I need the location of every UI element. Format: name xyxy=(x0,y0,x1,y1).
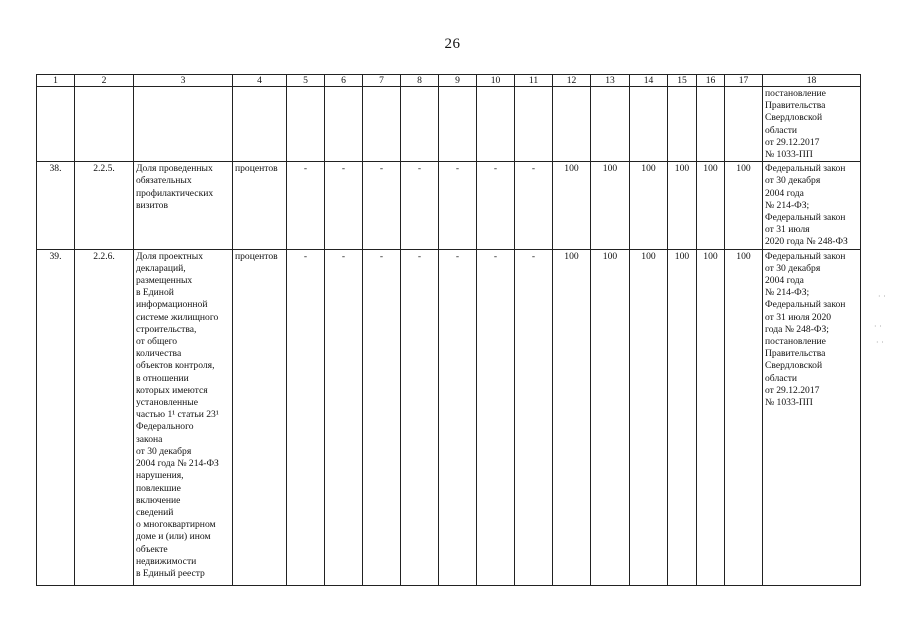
header-cell: 17 xyxy=(725,75,763,87)
header-cell: 7 xyxy=(363,75,401,87)
value-cell: - xyxy=(363,249,401,585)
value-cell: 100 xyxy=(591,162,630,249)
table-cell xyxy=(37,87,75,162)
value-cell: 100 xyxy=(668,162,697,249)
unit-cell: процентов xyxy=(233,249,287,585)
value-cell: 100 xyxy=(553,162,591,249)
table-cell xyxy=(630,87,668,162)
value-cell: - xyxy=(515,162,553,249)
table-cell xyxy=(325,87,363,162)
table-cell xyxy=(591,87,630,162)
value-cell: - xyxy=(325,249,363,585)
value-cell: 100 xyxy=(697,162,725,249)
header-cell: 3 xyxy=(134,75,233,87)
table-row xyxy=(37,249,861,585)
header-cell: 18 xyxy=(763,75,861,87)
header-cell: 5 xyxy=(287,75,325,87)
table-row xyxy=(37,162,861,249)
header-cell: 4 xyxy=(233,75,287,87)
table-cell xyxy=(553,87,591,162)
value-cell: - xyxy=(325,162,363,249)
page-number: 26 xyxy=(444,36,461,52)
value-cell: 100 xyxy=(697,249,725,585)
table-cell xyxy=(401,87,439,162)
indicator-name: Доля проектных деклараций, размещенных в Единой информационной системе жилищного строительства, от общего количества объектов контроля, в отношении которых имеются установленные частью 1¹ статьи 23¹ Федерального закона от 30 декабря 2004 года № 214-ФЗ нарушения, повлекшие включение сведений о многоквартирном доме и (или) ином объекте недвижимости в Единый реестр xyxy=(134,249,233,585)
header-cell: 9 xyxy=(439,75,477,87)
header-cell: 11 xyxy=(515,75,553,87)
indicator-name: Доля проведенных обязательных профилактических визитов xyxy=(134,162,233,249)
legal-basis-cell: Федеральный закон от 30 декабря 2004 года № 214-ФЗ; Федеральный закон от 31 июля 2020 года № 248-ФЗ xyxy=(763,162,861,249)
legal-basis-cell: постановление Правительства Свердловской области от 29.12.2017 № 1033-ПП xyxy=(763,87,861,162)
value-cell: 100 xyxy=(630,249,668,585)
value-cell: 100 xyxy=(591,249,630,585)
table-cell xyxy=(515,87,553,162)
row-number: 38. xyxy=(37,162,75,249)
table-cell xyxy=(668,87,697,162)
table-cell xyxy=(477,87,515,162)
unit-cell: процентов xyxy=(233,162,287,249)
value-cell: - xyxy=(477,249,515,585)
header-cell: 10 xyxy=(477,75,515,87)
table-cell xyxy=(697,87,725,162)
value-cell: 100 xyxy=(630,162,668,249)
table-cell xyxy=(75,87,134,162)
table-cell xyxy=(439,87,477,162)
value-cell: - xyxy=(287,162,325,249)
header-cell: 2 xyxy=(75,75,134,87)
value-cell: 100 xyxy=(553,249,591,585)
value-cell: - xyxy=(401,249,439,585)
row-number: 39. xyxy=(37,249,75,585)
header-cell: 8 xyxy=(401,75,439,87)
value-cell: - xyxy=(439,162,477,249)
table-cell xyxy=(233,87,287,162)
table-cell xyxy=(134,87,233,162)
value-cell: - xyxy=(439,249,477,585)
legal-basis-cell: Федеральный закон от 30 декабря 2004 года № 214-ФЗ; Федеральный закон от 31 июля 2020 года № 248-ФЗ; постановление Правительства Свердловской области от 29.12.2017 № 1033-ПП xyxy=(763,249,861,585)
value-cell: - xyxy=(363,162,401,249)
header-cell: 1 xyxy=(37,75,75,87)
table-cell xyxy=(287,87,325,162)
header-cell: 15 xyxy=(668,75,697,87)
indicator-code: 2.2.6. xyxy=(75,249,134,585)
scan-speck: · · xyxy=(874,322,882,331)
value-cell: 100 xyxy=(725,162,763,249)
value-cell: - xyxy=(477,162,515,249)
value-cell: 100 xyxy=(725,249,763,585)
header-cell: 13 xyxy=(591,75,630,87)
value-cell: 100 xyxy=(668,249,697,585)
scan-speck: · · xyxy=(878,292,886,301)
scan-speck: · · xyxy=(876,338,884,347)
header-cell: 12 xyxy=(553,75,591,87)
table-header-row xyxy=(37,75,861,87)
table-cell xyxy=(725,87,763,162)
indicator-code: 2.2.5. xyxy=(75,162,134,249)
value-cell: - xyxy=(401,162,439,249)
table-cell xyxy=(363,87,401,162)
header-cell: 14 xyxy=(630,75,668,87)
table-row-continuation xyxy=(37,87,861,162)
value-cell: - xyxy=(287,249,325,585)
indicators-table xyxy=(36,74,861,586)
value-cell: - xyxy=(515,249,553,585)
header-cell: 16 xyxy=(697,75,725,87)
header-cell: 6 xyxy=(325,75,363,87)
